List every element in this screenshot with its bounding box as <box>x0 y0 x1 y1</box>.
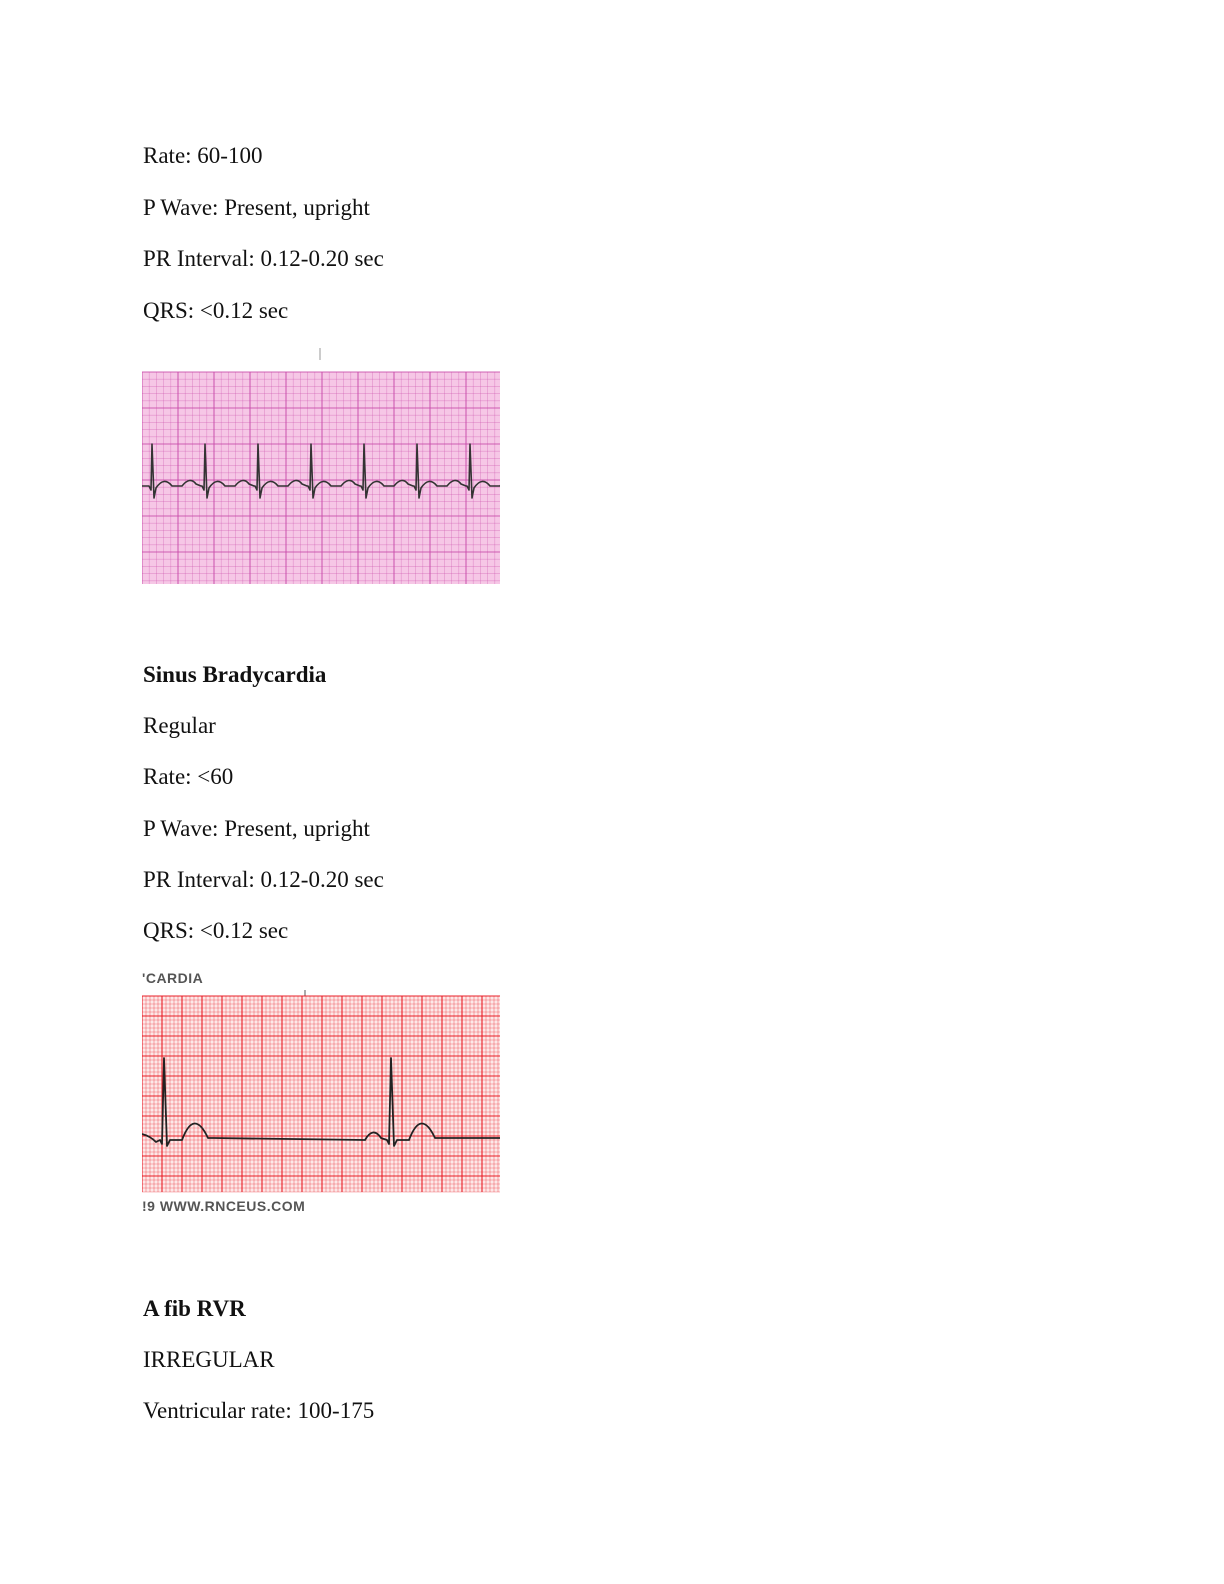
sinus-rate-text: Rate: 60-100 <box>143 143 263 168</box>
brady-rhythm-text: Regular <box>143 713 216 738</box>
brady-p-wave-text: P Wave: Present, upright <box>143 816 370 841</box>
afib-title: A fib RVR <box>143 1296 246 1321</box>
sinus-rhythm-ecg-strip <box>142 346 500 586</box>
brady-strip-source-caption: !9 WWW.RNCEUS.COM <box>142 1198 306 1214</box>
brady-strip-top-caption: 'CARDIA <box>142 970 204 986</box>
brady-rate-text: Rate: <60 <box>143 764 234 789</box>
sinus-bradycardia-ecg-strip <box>142 988 500 1194</box>
afib-ventricular-rate-text: Ventricular rate: 100-175 <box>143 1398 375 1423</box>
sinus-pr-interval-text: PR Interval: 0.12-0.20 sec <box>143 246 384 271</box>
sinus-qrs-text: QRS: <0.12 sec <box>143 298 289 323</box>
brady-qrs-text: QRS: <0.12 sec <box>143 918 289 943</box>
brady-pr-interval-text: PR Interval: 0.12-0.20 sec <box>143 867 384 892</box>
brady-title: Sinus Bradycardia <box>143 662 327 687</box>
afib-rhythm-text: IRREGULAR <box>143 1347 275 1372</box>
sinus-p-wave-text: P Wave: Present, upright <box>143 195 370 220</box>
